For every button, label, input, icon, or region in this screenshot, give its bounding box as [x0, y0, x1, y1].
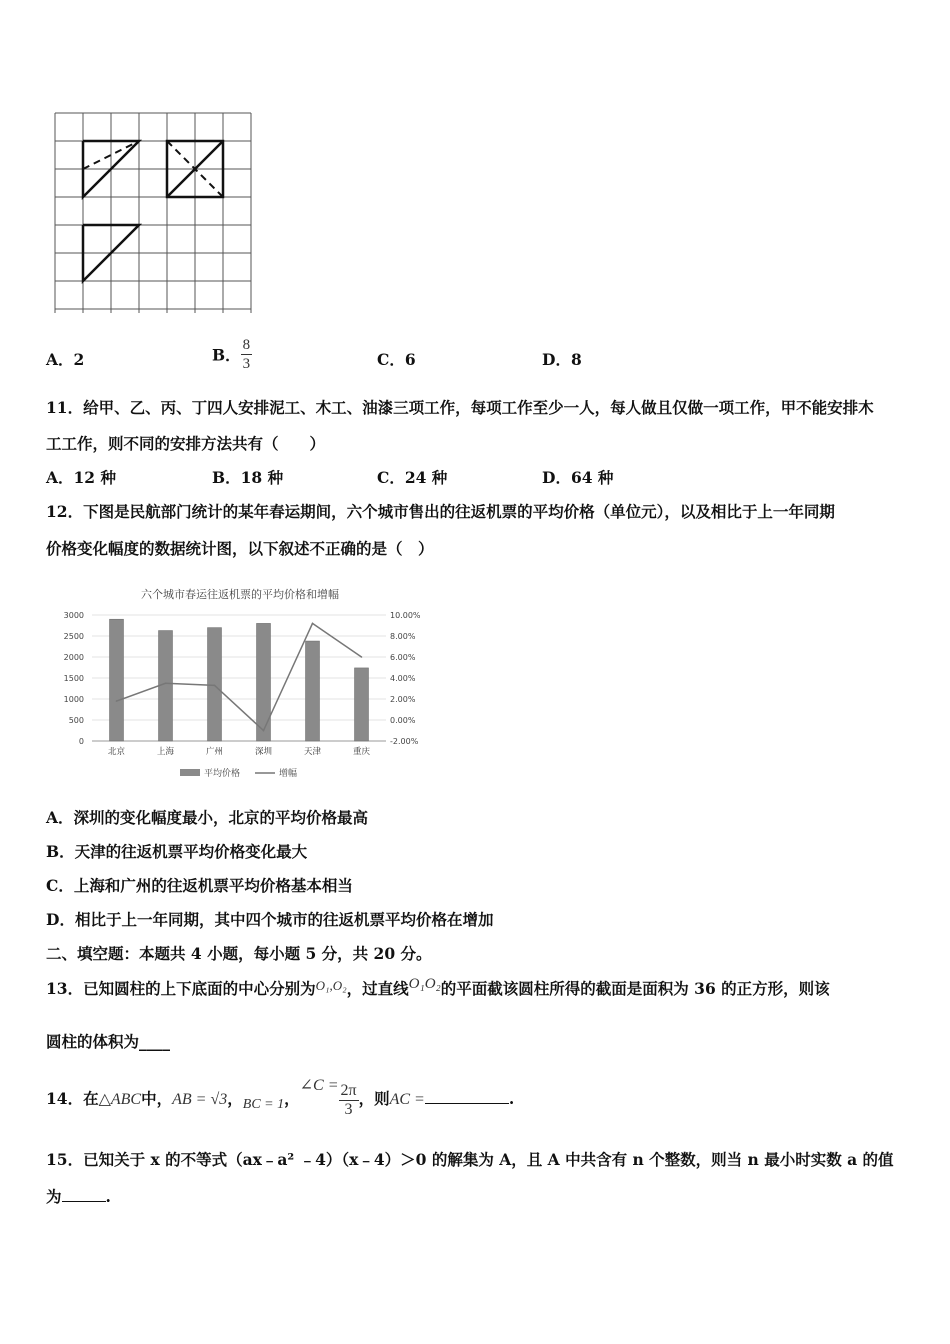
denominator: 3 [344, 1100, 353, 1118]
q14-text-3: ，则 [358, 1089, 390, 1108]
y-right-tick-label: 2.00% [390, 695, 416, 704]
bar-天津 [306, 641, 320, 741]
q11-option-c: C．24 种 [377, 468, 448, 487]
y-right-tick-label: 10.00% [390, 611, 421, 620]
option-letter: D． [542, 350, 571, 369]
q12-option-a: A．深圳的变化幅度最小，北京的平均价格最高 [46, 808, 369, 827]
q12-stem-line2: 价格变化幅度的数据统计图，以下叙述不正确的是（ ） [46, 539, 434, 558]
q13-stem-line2: 圆柱的体积为____ [46, 1032, 171, 1051]
q13-axis-line: O₁O₂ [408, 976, 441, 992]
q14-triangle: △ABC [98, 1091, 142, 1108]
bar-重庆 [355, 668, 369, 741]
option-letter: C． [377, 350, 405, 369]
q11-option-a: A．12 种 [46, 468, 116, 487]
q13-text-2: ，过直线 [346, 979, 409, 998]
q14-ab: AB = √3 [172, 1091, 228, 1108]
y-right-tick-label: 4.00% [390, 674, 416, 683]
y-left-tick-label: 1500 [63, 674, 84, 683]
q11-option-b: B．18 种 [212, 468, 284, 487]
q15-text-1: 为 [46, 1187, 62, 1206]
y-right-tick-label: 0.00% [390, 716, 416, 725]
q11-stem-line2: 工工作，则不同的安排方法共有（ ） [46, 434, 326, 453]
y-left-tick-label: 2500 [63, 632, 84, 641]
legend-line-label: 增幅 [279, 769, 298, 779]
denominator: 3 [242, 356, 251, 372]
growth-point-天津 [312, 623, 314, 625]
q10-option-c [377, 348, 416, 370]
q14-angle: ∠C = [299, 1077, 339, 1094]
growth-point-广州 [214, 685, 216, 687]
bar-广州 [208, 628, 222, 741]
q15-stem-line1: 15．已知关于 x 的不等式（ax﹣a² ﹣4）（x﹣4）＞0 的解集为 A，且 A 中共含有 n 个整数，则当 n 最小时实数 a 的值 [46, 1150, 894, 1169]
q15-answer-blank[interactable] [62, 1201, 106, 1202]
x-tick-label: 上海 [156, 747, 175, 757]
q14-stem [46, 1066, 514, 1125]
q12-option-c: C．上海和广州的往返机票平均价格基本相当 [46, 876, 353, 895]
x-tick-label: 天津 [303, 747, 322, 757]
y-left-tick-label: 1000 [63, 695, 84, 704]
q14-comma-2: ， [284, 1089, 300, 1108]
x-tick-label: 深圳 [254, 747, 273, 757]
legend-bar-swatch [180, 769, 200, 776]
y-right-tick-label: -2.00% [390, 737, 419, 746]
q15-end: . [105, 1187, 111, 1206]
option-letter: B． [212, 345, 241, 365]
q10-option-d [542, 348, 582, 370]
airfare-chart [50, 580, 440, 785]
q14-bc: BC = 1 [242, 1097, 285, 1112]
growth-line [117, 623, 362, 730]
three-view-grid-figure [50, 108, 260, 318]
q14-comma-1: ， [227, 1089, 243, 1108]
q14-text-2: 中， [141, 1089, 173, 1108]
option-letter: A． [46, 350, 74, 369]
q14-angle-fraction [339, 1082, 359, 1119]
legend-bar-label: 平均价格 [204, 769, 241, 779]
y-left-tick-label: 2000 [63, 653, 84, 662]
numerator: 8 [242, 337, 251, 353]
growth-point-深圳 [263, 730, 265, 732]
x-tick-label: 重庆 [352, 747, 371, 757]
q12-option-d: D．相比于上一年同期，其中四个城市的往返机票平均价格在增加 [46, 910, 494, 929]
q13-centers: O₁,O₂ [315, 978, 347, 993]
q14-ac: AC = [389, 1091, 425, 1108]
chart-title: 六个城市春运往返机票的平均价格和增幅 [141, 588, 339, 601]
q12-stem-line1: 12．下图是民航部门统计的某年春运期间，六个城市售出的往返机票的平均价格（单位元），以及相比于上一年同期 [46, 502, 835, 521]
option-value: 6 [404, 350, 416, 369]
option-value: 2 [73, 350, 85, 369]
q14-text-1: 14．在 [46, 1089, 99, 1108]
numerator: 2π [340, 1081, 357, 1099]
q10-option-a [46, 348, 84, 370]
y-left-tick-label: 0 [78, 737, 84, 746]
chart-legend [180, 767, 297, 779]
y-left-tick-label: 500 [68, 716, 84, 725]
y-right-tick-label: 8.00% [390, 632, 416, 641]
x-tick-label: 北京 [107, 747, 126, 757]
q12-option-b: B．天津的往返机票平均价格变化最大 [46, 842, 308, 861]
q11-option-d: D．64 种 [542, 468, 614, 487]
q10-option-b [212, 336, 252, 373]
option-value: 8 [570, 350, 582, 369]
q14-end: . [508, 1089, 515, 1108]
bar-深圳 [257, 623, 271, 741]
q13-text-1: 13．已知圆柱的上下底面的中心分别为 [46, 979, 316, 998]
q13-text-3: 的平面截该圆柱所得的截面是面积为 36 的正方形，则该 [440, 979, 830, 998]
q13-stem-line1 [46, 976, 830, 999]
section-2-heading: 二、填空题：本题共 4 小题，每小题 5 分，共 20 分。 [46, 944, 432, 963]
growth-point-重庆 [361, 656, 363, 658]
x-tick-label: 广州 [205, 747, 224, 757]
y-right-tick-label: 6.00% [390, 653, 416, 662]
growth-point-北京 [116, 700, 118, 702]
q14-answer-blank[interactable] [425, 1103, 509, 1104]
q15-stem-line2 [46, 1185, 111, 1207]
q11-stem-line1: 11．给甲、乙、丙、丁四人安排泥工、木工、油漆三项工作，每项工作至少一人，每人做且仅做一项工作，甲不能安排木 [46, 398, 874, 417]
bar-北京 [110, 619, 124, 741]
growth-point-上海 [165, 682, 167, 684]
fraction [241, 336, 253, 373]
y-left-tick-label: 3000 [63, 611, 84, 620]
